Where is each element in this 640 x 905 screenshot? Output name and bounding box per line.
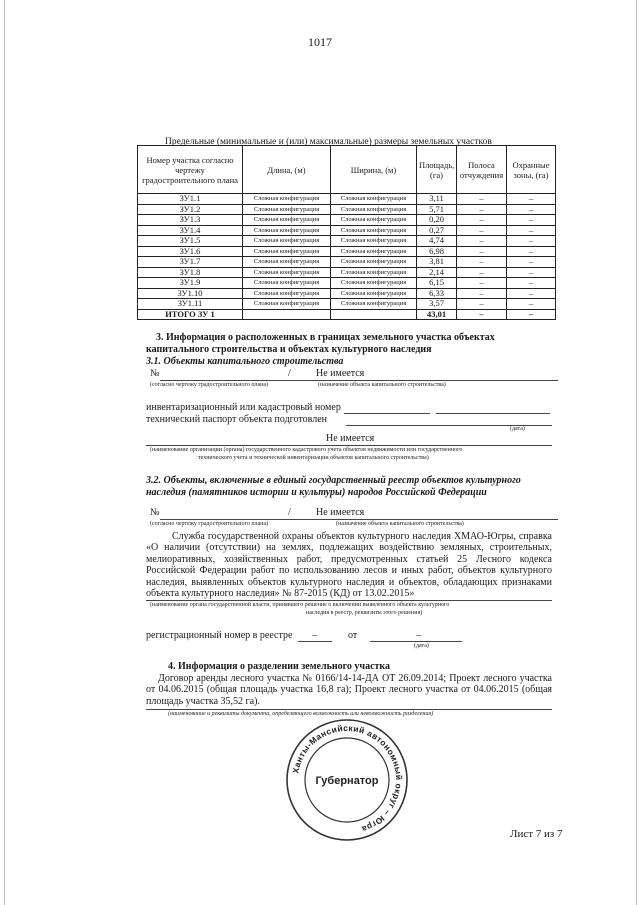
parcel-number-cell: ЗУ1.4 bbox=[138, 225, 243, 236]
header-area: Площадь, (га) bbox=[417, 146, 457, 194]
caption-drawing: (согласно чертежу градостроительного плана) bbox=[150, 382, 269, 388]
table-caption: Предельные (минимальные и (или) максимальные) размеры земельных участков bbox=[165, 137, 492, 147]
exclusion-cell: – bbox=[457, 225, 507, 236]
protection-zone-cell: – bbox=[507, 194, 556, 205]
caption-object-purpose-2: (назначение объекта капитального строительства) bbox=[336, 521, 464, 527]
table-header-row bbox=[138, 146, 556, 194]
table-row bbox=[138, 299, 556, 310]
inventory-field-2 bbox=[436, 413, 550, 414]
header-width: Ширина, (м) bbox=[331, 146, 417, 194]
section4-caption: (наименование и реквизиты документа, определяющего возможность или невозможность разделения) bbox=[168, 711, 434, 717]
decision-underline bbox=[146, 600, 552, 601]
no-objects-text-2: Не имеется bbox=[326, 433, 375, 444]
stamp-center-text: Губернатор bbox=[315, 775, 379, 787]
decision-caption-2: наследия в реестр, реквизиты этого решения) bbox=[306, 610, 423, 616]
width-cell: Сложная конфигурация bbox=[331, 204, 417, 215]
parcel-number-cell: ЗУ1.10 bbox=[138, 288, 243, 299]
governor-stamp bbox=[285, 718, 409, 842]
table-row bbox=[138, 194, 556, 205]
exclusion-cell: – bbox=[457, 257, 507, 268]
header-protection-zones: Охранные зоны, (га) bbox=[507, 146, 556, 194]
area-cell: 6,33 bbox=[417, 288, 457, 299]
table-row bbox=[138, 236, 556, 247]
total-width-cell bbox=[331, 309, 417, 320]
width-cell: Сложная конфигурация bbox=[331, 236, 417, 247]
width-cell: Сложная конфигурация bbox=[331, 246, 417, 257]
date-caption-1: (дата) bbox=[510, 426, 525, 432]
protection-zone-cell: – bbox=[507, 204, 556, 215]
table-row bbox=[138, 215, 556, 226]
exclusion-cell: – bbox=[457, 194, 507, 205]
exclusion-cell: – bbox=[457, 288, 507, 299]
area-cell: 0,20 bbox=[417, 215, 457, 226]
caption-drawing-2: (согласно чертежу градостроительного плана) bbox=[150, 521, 269, 527]
section4-underline bbox=[146, 709, 552, 710]
exclusion-cell: – bbox=[457, 204, 507, 215]
organization-caption-2: технического учета и технической инвентаризации объектов капитального строительства) bbox=[198, 455, 429, 461]
length-cell: Сложная конфигурация bbox=[243, 246, 331, 257]
page-number: 1017 bbox=[308, 35, 332, 49]
length-cell: Сложная конфигурация bbox=[243, 288, 331, 299]
protection-zone-cell: – bbox=[507, 225, 556, 236]
protection-zone-cell: – bbox=[507, 257, 556, 268]
table-row bbox=[138, 267, 556, 278]
length-cell: Сложная конфигурация bbox=[243, 257, 331, 268]
number-slash-2: / bbox=[288, 507, 291, 518]
length-cell: Сложная конфигурация bbox=[243, 194, 331, 205]
protection-zone-cell: – bbox=[507, 236, 556, 247]
number-label: № bbox=[150, 368, 160, 379]
section4-text: Договор аренды лесного участка № 0166/14-14-ДА ОТ 26.09.2014; Проект лесного участка от 04.06.2015 (общая площадь участка 16,8 га); Проект лесного участка от 04.06.2015 (общая площадь участка 35,52 га). bbox=[146, 673, 552, 707]
organization-caption-1: (наименование организации (органа) государственного кадастрового учета объектов недвижимости или государственного bbox=[150, 447, 463, 453]
header-exclusion-strip: Полоса отчуждения bbox=[457, 146, 507, 194]
no-objects-text-1: Не имеется bbox=[316, 368, 365, 379]
area-cell: 3,11 bbox=[417, 194, 457, 205]
length-cell: Сложная конфигурация bbox=[243, 236, 331, 247]
total-area-cell: 43,01 bbox=[417, 309, 457, 320]
protection-zone-cell: – bbox=[507, 288, 556, 299]
protection-zone-cell: – bbox=[507, 299, 556, 310]
scan-edge-left bbox=[4, 0, 5, 905]
protection-zone-cell: – bbox=[507, 215, 556, 226]
total-parcel-number-cell: ИТОГО ЗУ 1 bbox=[138, 309, 243, 320]
total-protection-zone-cell: – bbox=[507, 309, 556, 320]
parcel-number-cell: ЗУ1.2 bbox=[138, 204, 243, 215]
protection-zone-cell: – bbox=[507, 246, 556, 257]
exclusion-cell: – bbox=[457, 278, 507, 289]
number-underline bbox=[160, 380, 558, 381]
parcel-number-cell: ЗУ1.11 bbox=[138, 299, 243, 310]
subsection-3-2-heading-line2: наследия (памятников истории и культуры) народов Российской Федерации bbox=[146, 487, 487, 498]
protection-zone-cell: – bbox=[507, 267, 556, 278]
protection-zone-cell: – bbox=[507, 278, 556, 289]
parcel-number-cell: ЗУ1.5 bbox=[138, 236, 243, 247]
width-cell: Сложная конфигурация bbox=[331, 194, 417, 205]
parcel-sizes-table bbox=[137, 145, 556, 320]
total-length-cell bbox=[243, 309, 331, 320]
section3-heading-line1: 3. Информация о расположенных в границах земельного участка объектах bbox=[156, 332, 495, 343]
table-row bbox=[138, 288, 556, 299]
registry-date-dash: – bbox=[416, 630, 421, 641]
length-cell: Сложная конфигурация bbox=[243, 267, 331, 278]
registry-number-label: регистрационный номер в реестре bbox=[146, 630, 293, 641]
area-cell: 4,74 bbox=[417, 236, 457, 247]
width-cell: Сложная конфигурация bbox=[331, 267, 417, 278]
number-underline-2 bbox=[160, 519, 558, 520]
area-cell: 6,98 bbox=[417, 246, 457, 257]
length-cell: Сложная конфигурация bbox=[243, 225, 331, 236]
scan-edge-right bbox=[636, 0, 637, 905]
parcel-number-cell: ЗУ1.1 bbox=[138, 194, 243, 205]
parcel-number-cell: ЗУ1.6 bbox=[138, 246, 243, 257]
exclusion-cell: – bbox=[457, 246, 507, 257]
width-cell: Сложная конфигурация bbox=[331, 257, 417, 268]
area-cell: 2,14 bbox=[417, 267, 457, 278]
number-label-2: № bbox=[150, 507, 160, 518]
exclusion-cell: – bbox=[457, 215, 507, 226]
table-row bbox=[138, 204, 556, 215]
decision-caption-1: (наименование органа государственной власти, принявшего решение о включении выявленного объекта культурного bbox=[150, 602, 450, 608]
inventory-field-1 bbox=[344, 413, 430, 414]
inventory-number-label: инвентаризационный или кадастровый номер bbox=[146, 402, 341, 413]
heritage-service-text: Служба государственной охраны объектов культурного наследия ХМАО-Югры, справка «О наличии (отсутствии) на землях, подлежащих воздействию земляных, строительных, мелиоративных, хозяйственных работ, предусмотренных статьей 25 Лесного кодекса Российской Федерации работ по использованию лесов и иных работ, объектов культурного наследия, выявленных объектов культурного наследия и объектов, обладающих признаками объекта культурного наследия» № 87-2015 (КД) от 13.02.2015» bbox=[146, 531, 552, 600]
organization-underline bbox=[146, 445, 552, 446]
table-row bbox=[138, 225, 556, 236]
section4-heading: 4. Информация о разделении земельного участка bbox=[168, 661, 391, 672]
subsection-3-1-heading: 3.1. Объекты капитального строительства bbox=[146, 356, 344, 367]
date-caption-2: (дата) bbox=[414, 643, 429, 649]
parcel-number-cell: ЗУ1.9 bbox=[138, 278, 243, 289]
registry-number-dash: – bbox=[312, 630, 317, 641]
parcel-number-cell: ЗУ1.8 bbox=[138, 267, 243, 278]
table-row bbox=[138, 257, 556, 268]
stamp-ring-text: Ханты-Мансийский автономный округ – Югра bbox=[290, 722, 405, 835]
length-cell: Сложная конфигурация bbox=[243, 299, 331, 310]
length-cell: Сложная конфигурация bbox=[243, 278, 331, 289]
exclusion-cell: – bbox=[457, 267, 507, 278]
table-row bbox=[138, 278, 556, 289]
subsection-3-2-heading-line1: 3.2. Объекты, включенные в единый государственный реестр объектов культурного bbox=[146, 475, 521, 486]
area-cell: 6,15 bbox=[417, 278, 457, 289]
table-row bbox=[138, 246, 556, 257]
exclusion-cell: – bbox=[457, 236, 507, 247]
registry-from-label: от bbox=[348, 630, 358, 641]
width-cell: Сложная конфигурация bbox=[331, 278, 417, 289]
number-slash: / bbox=[288, 368, 291, 379]
parcel-number-cell: ЗУ1.7 bbox=[138, 257, 243, 268]
total-exclusion-cell: – bbox=[457, 309, 507, 320]
tech-passport-label: технический паспорт объекта подготовлен bbox=[146, 414, 328, 425]
width-cell: Сложная конфигурация bbox=[331, 299, 417, 310]
width-cell: Сложная конфигурация bbox=[331, 288, 417, 299]
area-cell: 3,81 bbox=[417, 257, 457, 268]
header-length: Длина, (м) bbox=[243, 146, 331, 194]
sheet-counter: Лист 7 из 7 bbox=[510, 828, 563, 840]
area-cell: 0,27 bbox=[417, 225, 457, 236]
no-objects-text-3: Не имеется bbox=[316, 507, 365, 518]
area-cell: 3,57 bbox=[417, 299, 457, 310]
width-cell: Сложная конфигурация bbox=[331, 225, 417, 236]
width-cell: Сложная конфигурация bbox=[331, 215, 417, 226]
exclusion-cell: – bbox=[457, 299, 507, 310]
header-parcel-number: Номер участка согласно чертежу градостроительного плана bbox=[138, 146, 243, 194]
table-total-row bbox=[138, 309, 556, 320]
parcel-number-cell: ЗУ1.3 bbox=[138, 215, 243, 226]
length-cell: Сложная конфигурация bbox=[243, 215, 331, 226]
area-cell: 5,71 bbox=[417, 204, 457, 215]
caption-object-purpose: (назначение объекта капитального строительства) bbox=[318, 382, 446, 388]
length-cell: Сложная конфигурация bbox=[243, 204, 331, 215]
section3-heading-line2: капитального строительства и объектах культурного наследия bbox=[146, 344, 432, 355]
